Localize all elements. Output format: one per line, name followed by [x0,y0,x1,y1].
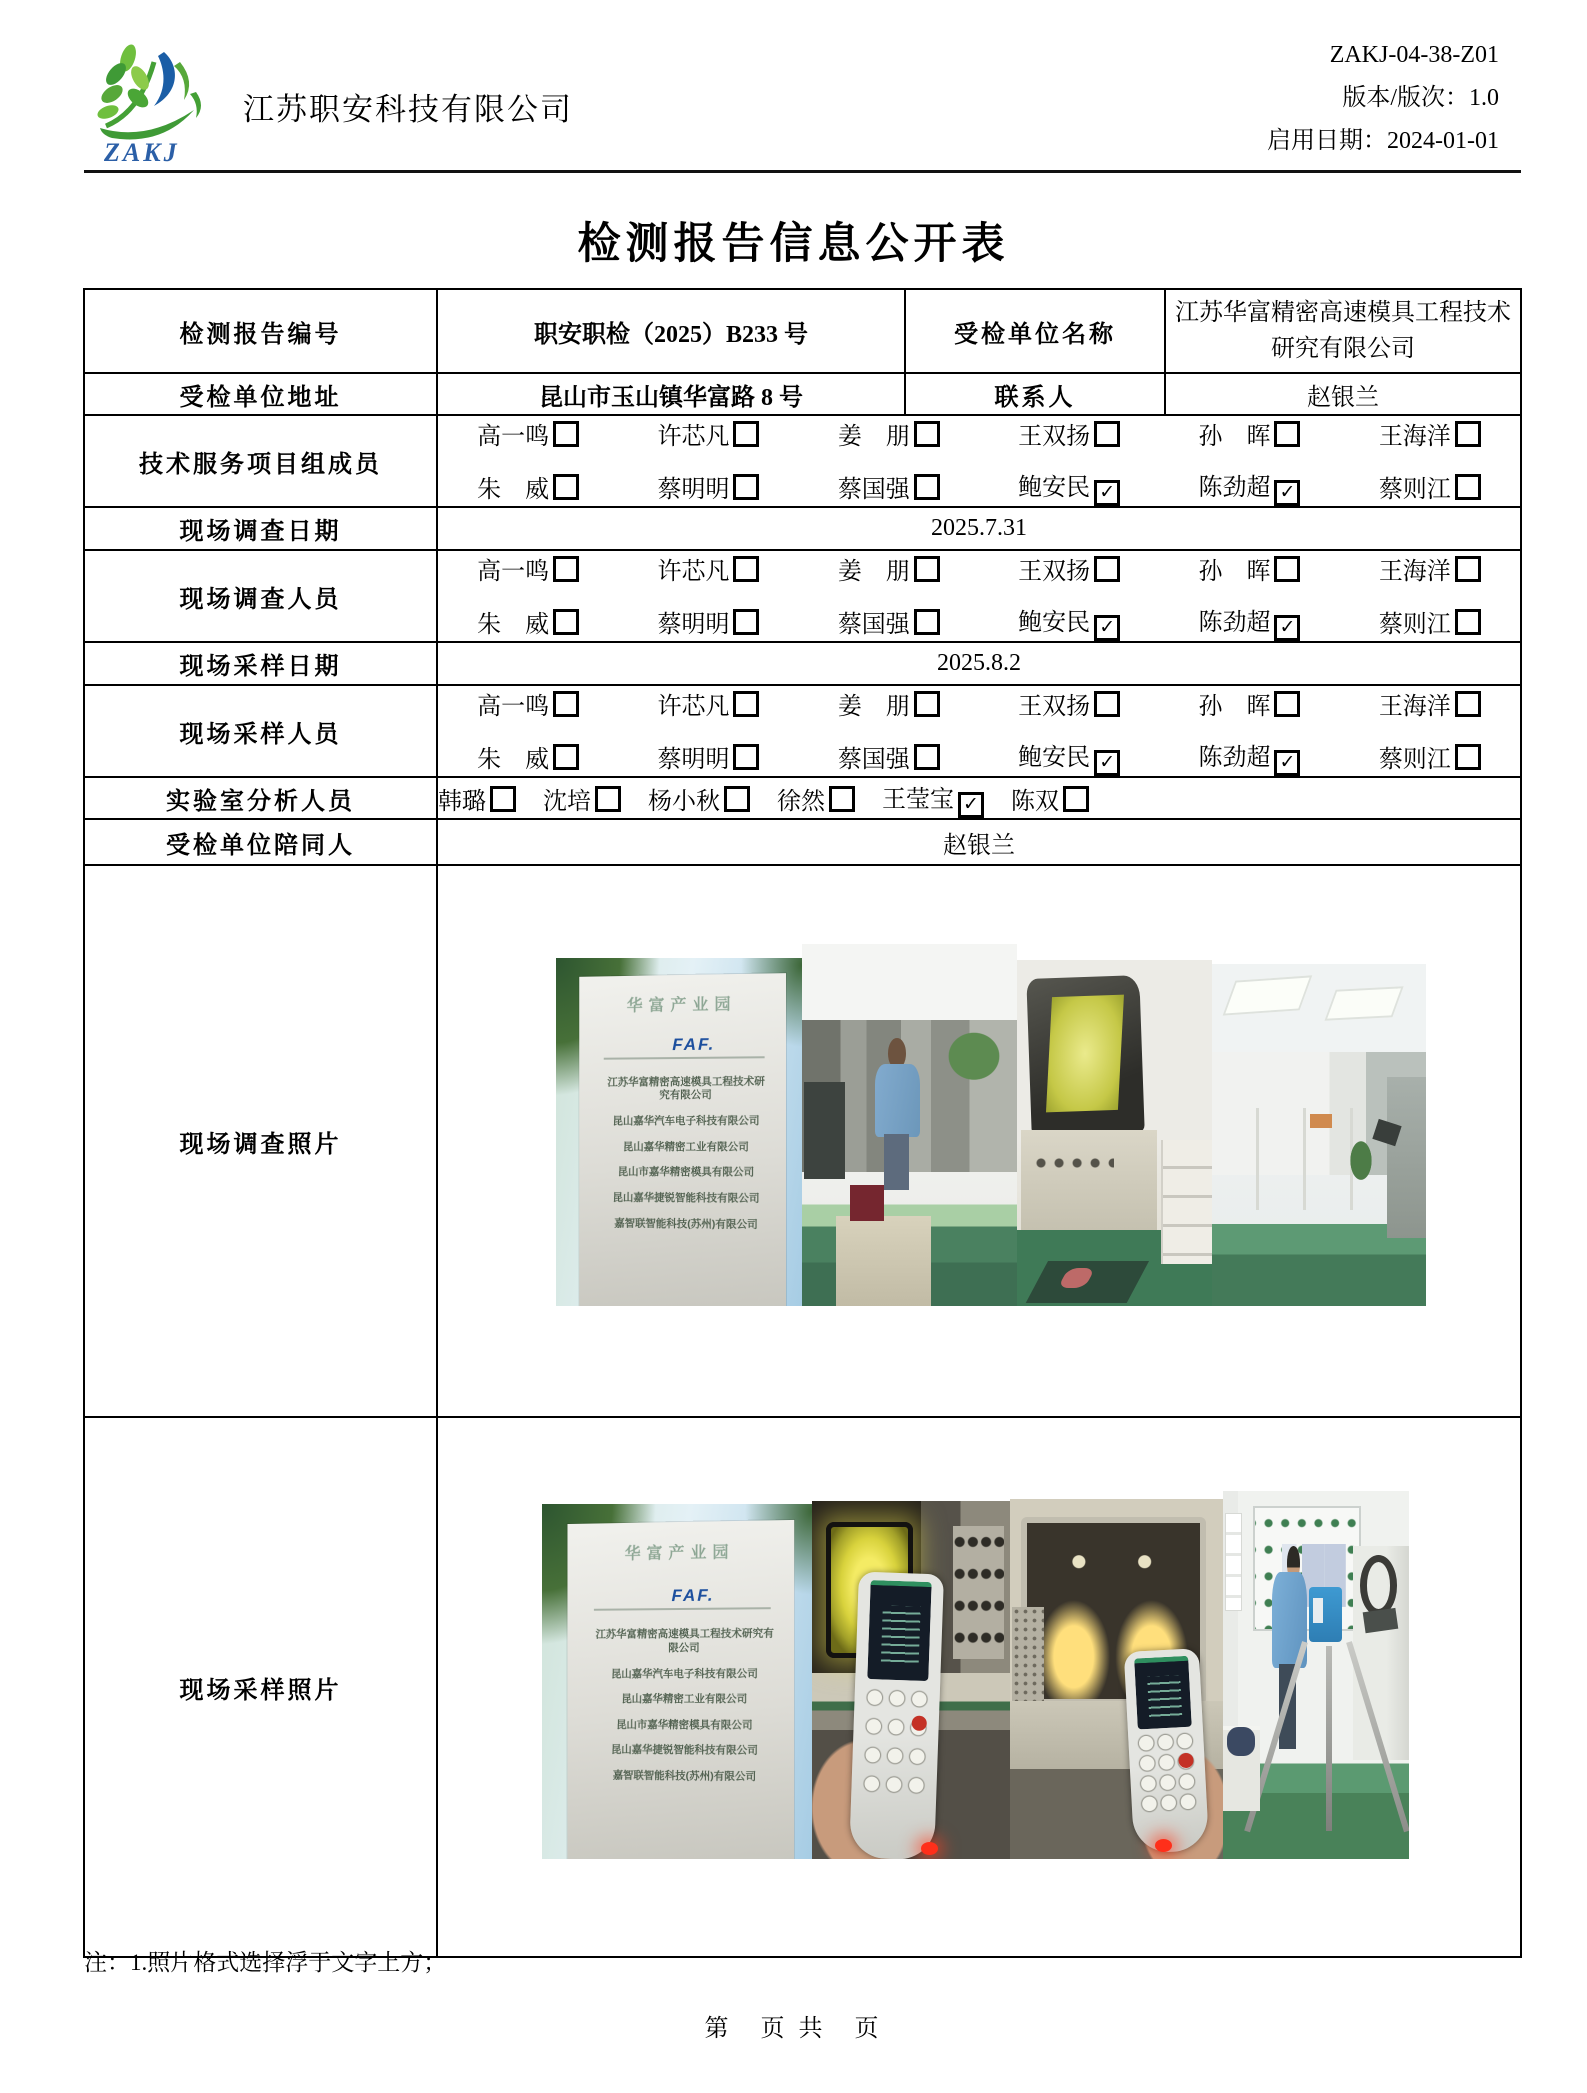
meter-keypad [860,1683,930,1800]
survey-date-value: 2025.7.31 [437,507,1521,550]
staff-checkbox[interactable] [914,556,940,582]
equipment-block [1387,1077,1426,1238]
staff-name: 孙 晖 [1198,424,1271,450]
staff-name: 王双扬 [1018,559,1091,585]
staff-member [1011,781,1089,816]
staff-member [799,469,979,504]
sampling-staff-grid [438,686,1520,776]
sampling-date-label: 现场采样日期 [84,642,437,685]
tripod-leg [1326,1646,1332,1831]
staff-checkbox[interactable] [829,786,855,812]
control-panel [953,1526,1004,1658]
sampling-photo-strip [542,1491,1409,1859]
staff-name: 姜 朋 [837,694,910,720]
table-row [84,289,1521,373]
survey-photo-sign [556,958,802,1306]
unit-name-value: 江苏华富精密高速模具工程技术研究有限公司 [1165,289,1521,373]
staff-checkbox[interactable] [733,474,759,500]
staff-checkbox[interactable]: ✓ [1274,480,1300,506]
sampling-staff-cell [437,685,1521,777]
staff-name: 姜 朋 [837,559,910,585]
company-logo-icon [88,40,220,142]
version-value: 1.0 [1469,85,1499,111]
staff-name: 鲍安民 [1018,475,1091,501]
staff-checkbox[interactable]: ✓ [1274,750,1300,776]
staff-member [618,469,798,504]
staff-member [438,469,618,504]
staff-name: 王海洋 [1378,694,1451,720]
survey-photo-strip [556,944,1426,1306]
meter-screen [1135,1656,1192,1730]
sign-company: 昆山嘉华汽车电子科技有限公司 [611,1667,759,1680]
staff-name: 沈培 [543,788,591,815]
staff-name: 陈劲超 [1198,475,1271,501]
staff-checkbox[interactable] [733,691,759,717]
staff-member [799,604,979,639]
sign-company: 昆山嘉华捷锐智能科技有限公司 [611,1743,759,1757]
staff-name: 韩璐 [438,788,486,815]
footnote: 注：1.照片格式选择浮于文字上方； [84,1950,447,1975]
staff-name: 蔡明明 [657,612,730,638]
survey-photos-cell [437,865,1521,1417]
staff-member [979,416,1159,451]
industrial-park-sign [579,974,785,1306]
sign-company: 昆山嘉华捷锐智能科技有限公司 [612,1192,760,1205]
staff-member [618,416,798,451]
contact-value: 赵银兰 [1165,373,1521,415]
survey-photo-machine-room [1212,964,1426,1306]
staff-checkbox[interactable] [553,744,579,770]
lab-staff-label: 实验室分析人员 [84,777,437,819]
staff-member [979,686,1159,721]
page-number-footer: 第 页 共 页 [704,2016,883,2042]
table-row [84,1417,1521,1957]
staff-name: 王莹宝 [882,786,954,813]
perforated-panel [1012,1607,1044,1715]
staff-checkbox[interactable] [553,556,579,582]
team-members-cell [437,415,1521,507]
staff-name: 蔡国强 [837,747,910,773]
sign-company: 嘉智联智能科技(苏州)有限公司 [613,1769,757,1783]
orange-accent [1310,1114,1331,1128]
staff-member [438,739,618,774]
staff-checkbox[interactable] [1094,691,1120,717]
contact-label: 联系人 [905,373,1165,415]
staff-name: 许芯凡 [657,694,730,720]
header-divider [84,170,1521,173]
sign-divider [604,1057,765,1060]
wall-papers [1225,1513,1242,1611]
staff-member [618,739,798,774]
doc-enable-line [1267,120,1499,163]
staff-name: 姜 朋 [837,424,910,450]
staff-checkbox[interactable] [1455,421,1481,447]
table-row [84,685,1521,777]
staff-checkbox[interactable] [490,786,516,812]
table-row [84,373,1521,415]
staff-checkbox[interactable] [733,744,759,770]
staff-member [777,781,855,816]
staff-checkbox[interactable] [553,691,579,717]
staff-member [1340,686,1520,721]
staff-checkbox[interactable] [1455,609,1481,635]
table-row [84,415,1521,507]
staff-member [1159,416,1339,451]
company-name: 江苏职安科技有限公司 [243,92,573,127]
staff-checkbox[interactable] [733,609,759,635]
staff-checkbox[interactable] [595,786,621,812]
sign-company: 昆山嘉华精密工业有限公司 [623,1141,749,1154]
staff-name: 蔡明明 [657,477,730,503]
staff-checkbox[interactable] [553,609,579,635]
sampling-photo-sign [542,1504,812,1859]
sampling-staff-label: 现场采样人员 [84,685,437,777]
staff-member [979,551,1159,586]
staff-name: 陈双 [1011,788,1059,815]
staff-member [979,602,1159,641]
staff-name: 王海洋 [1378,559,1451,585]
survey-staff-label: 现场调查人员 [84,550,437,642]
address-label: 受检单位地址 [84,373,437,415]
faf-logo: FAF. [671,1585,715,1605]
machine-block [804,1082,845,1180]
enable-label: 启用日期： [1267,128,1388,154]
staff-member [438,781,516,816]
drawer-cabinet [1161,1140,1212,1265]
staff-member [1159,602,1339,641]
staff-member [1159,737,1339,776]
sign-company: 江苏华富精密高速模具工程技术研究有限公司 [607,1075,765,1102]
staff-checkbox[interactable] [1063,786,1089,812]
staff-member [882,779,984,818]
staff-checkbox[interactable] [553,474,579,500]
sign-company: 昆山嘉华精密工业有限公司 [621,1692,748,1705]
companion-value: 赵银兰 [437,819,1521,865]
potted-plant [1343,1132,1379,1200]
staff-name: 高一鸣 [477,559,550,585]
worker-shirt [875,1064,920,1137]
staff-member [799,739,979,774]
table-row [84,507,1521,550]
staff-member [543,781,621,816]
staff-member [1340,469,1520,504]
meter-keypad [1137,1731,1199,1815]
survey-photo-edm-machine [1017,960,1212,1306]
staff-checkbox[interactable] [1455,691,1481,717]
staff-checkbox[interactable]: ✓ [958,792,984,818]
doc-version-line [1267,77,1499,120]
staff-checkbox[interactable] [1094,421,1120,447]
sign-company-list [594,1627,775,1784]
staff-checkbox[interactable] [733,421,759,447]
machine-hood [1026,975,1144,1135]
staff-checkbox[interactable]: ✓ [1094,750,1120,776]
industrial-park-sign [568,1520,795,1859]
staff-checkbox[interactable]: ✓ [1094,615,1120,641]
staff-checkbox[interactable] [914,744,940,770]
ceiling-light [1223,975,1312,1015]
workbench [836,1216,931,1307]
survey-photos-label: 现场调查照片 [84,865,437,1417]
logo-text: ZAKJ [104,138,180,167]
survey-date-label: 现场调查日期 [84,507,437,550]
report-info-table [83,288,1522,1958]
report-no-label: 检测报告编号 [84,289,437,373]
sampling-photo-meter-lit-machine [1010,1499,1223,1859]
team-label: 技术服务项目组成员 [84,415,437,507]
sign-company: 昆山市嘉华精密模具有限公司 [617,1166,755,1179]
faf-logo: FAF. [672,1035,716,1055]
staff-checkbox[interactable] [1274,421,1300,447]
staff-name: 蔡明明 [657,747,730,773]
staff-member [438,416,618,451]
unit-name-label: 受检单位名称 [905,289,1165,373]
staff-checkbox[interactable] [1094,556,1120,582]
staff-name: 蔡则江 [1378,477,1451,503]
staff-name: 王海洋 [1378,424,1451,450]
sign-company-list [604,1076,769,1233]
staff-checkbox[interactable] [1455,744,1481,770]
sampling-date-value: 2025.8.2 [437,642,1521,685]
lab-staff-list [438,779,1520,818]
staff-checkbox[interactable] [914,691,940,717]
staff-checkbox[interactable] [914,421,940,447]
staff-name: 高一鸣 [477,694,550,720]
staff-member [438,686,618,721]
table-row [84,819,1521,865]
lab-staff-cell [437,777,1521,819]
staff-checkbox[interactable] [733,556,759,582]
doc-code: ZAKJ-04-38-Z01 [1329,42,1499,68]
table-row [84,777,1521,819]
staff-name: 蔡国强 [837,477,910,503]
staff-member [799,551,979,586]
staff-member [799,416,979,451]
sign-title: 华富产业园 [625,1544,735,1563]
tripod [1290,1642,1364,1848]
staff-member [979,737,1159,776]
sign-company: 昆山市嘉华精密模具有限公司 [616,1718,753,1731]
staff-name: 徐然 [777,788,825,815]
staff-checkbox[interactable] [1274,691,1300,717]
sign-company: 嘉智联智能科技(苏州)有限公司 [614,1217,758,1231]
staff-name: 孙 晖 [1198,559,1271,585]
survey-staff-grid [438,551,1520,641]
sign-company: 江苏华富精密高速模具工程技术研究有限公司 [595,1627,775,1654]
staff-name: 鲍安民 [1018,610,1091,636]
page-title: 检测报告信息公开表 [577,221,1010,268]
staff-member [979,467,1159,506]
sign-company: 昆山嘉华汽车电子科技有限公司 [612,1115,760,1128]
staff-name: 蔡国强 [837,612,910,638]
staff-checkbox[interactable] [914,609,940,635]
sign-divider [594,1607,771,1611]
staff-member [618,604,798,639]
worker-figure [873,1038,922,1190]
table-row [84,865,1521,1417]
staff-member [1159,467,1339,506]
table-row [84,642,1521,685]
staff-checkbox[interactable]: ✓ [1274,615,1300,641]
staff-member [1340,739,1520,774]
staff-checkbox[interactable]: ✓ [1094,480,1120,506]
staff-checkbox[interactable] [553,421,579,447]
sampling-photo-tripod-sampler [1223,1491,1409,1859]
survey-photo-workshop [802,944,1017,1306]
bag [1227,1727,1255,1756]
staff-name: 孙 晖 [1198,694,1271,720]
staff-checkbox[interactable] [1455,474,1481,500]
version-label: 版本/版次： [1342,85,1469,111]
sampling-photos-label: 现场采样照片 [84,1417,437,1957]
staff-name: 高一鸣 [477,424,550,450]
staff-name: 蔡则江 [1378,747,1451,773]
sound-level-meter [849,1571,944,1859]
staff-name: 朱 威 [477,747,550,773]
team-members-grid [438,416,1520,506]
document-meta [1267,34,1499,163]
staff-name: 王双扬 [1018,694,1091,720]
staff-name: 蔡则江 [1378,612,1451,638]
ceiling-light [1324,986,1404,1021]
meter-screen [867,1579,932,1681]
sign-title: 华富产业园 [626,996,737,1015]
survey-staff-cell [437,550,1521,642]
sampler-instrument [1309,1587,1342,1642]
address-value: 昆山市玉山镇华富路 8 号 [437,373,905,415]
staff-checkbox[interactable] [1274,556,1300,582]
report-no-value: 职安职检（2025）B233 号 [437,289,905,373]
staff-member [618,551,798,586]
staff-name: 朱 威 [477,612,550,638]
staff-member [1340,416,1520,451]
staff-member [648,781,750,816]
red-indicator-light [1155,1839,1172,1852]
enable-value: 2024-01-01 [1387,128,1499,154]
staff-checkbox[interactable] [914,474,940,500]
table-row [84,550,1521,642]
floor-mat [1025,1261,1148,1303]
staff-name: 陈劲超 [1198,610,1271,636]
staff-name: 许芯凡 [657,559,730,585]
staff-member [438,551,618,586]
sampling-photos-cell [437,1417,1521,1957]
staff-member [799,686,979,721]
machine-body [1021,1130,1158,1230]
staff-member [618,686,798,721]
staff-member [1159,686,1339,721]
sound-level-meter [1124,1648,1209,1853]
staff-name: 许芯凡 [657,424,730,450]
staff-checkbox[interactable] [1455,556,1481,582]
staff-name: 陈劲超 [1198,745,1271,771]
staff-name: 鲍安民 [1018,745,1091,771]
companion-label: 受检单位陪同人 [84,819,437,865]
staff-member [438,604,618,639]
staff-member [1159,551,1339,586]
staff-member [1340,551,1520,586]
staff-member [1340,604,1520,639]
staff-name: 王双扬 [1018,424,1091,450]
staff-checkbox[interactable] [724,786,750,812]
staff-name: 朱 威 [477,477,550,503]
sampling-photo-meter-dark-machine [812,1501,1010,1859]
staff-name: 杨小秋 [648,788,720,815]
